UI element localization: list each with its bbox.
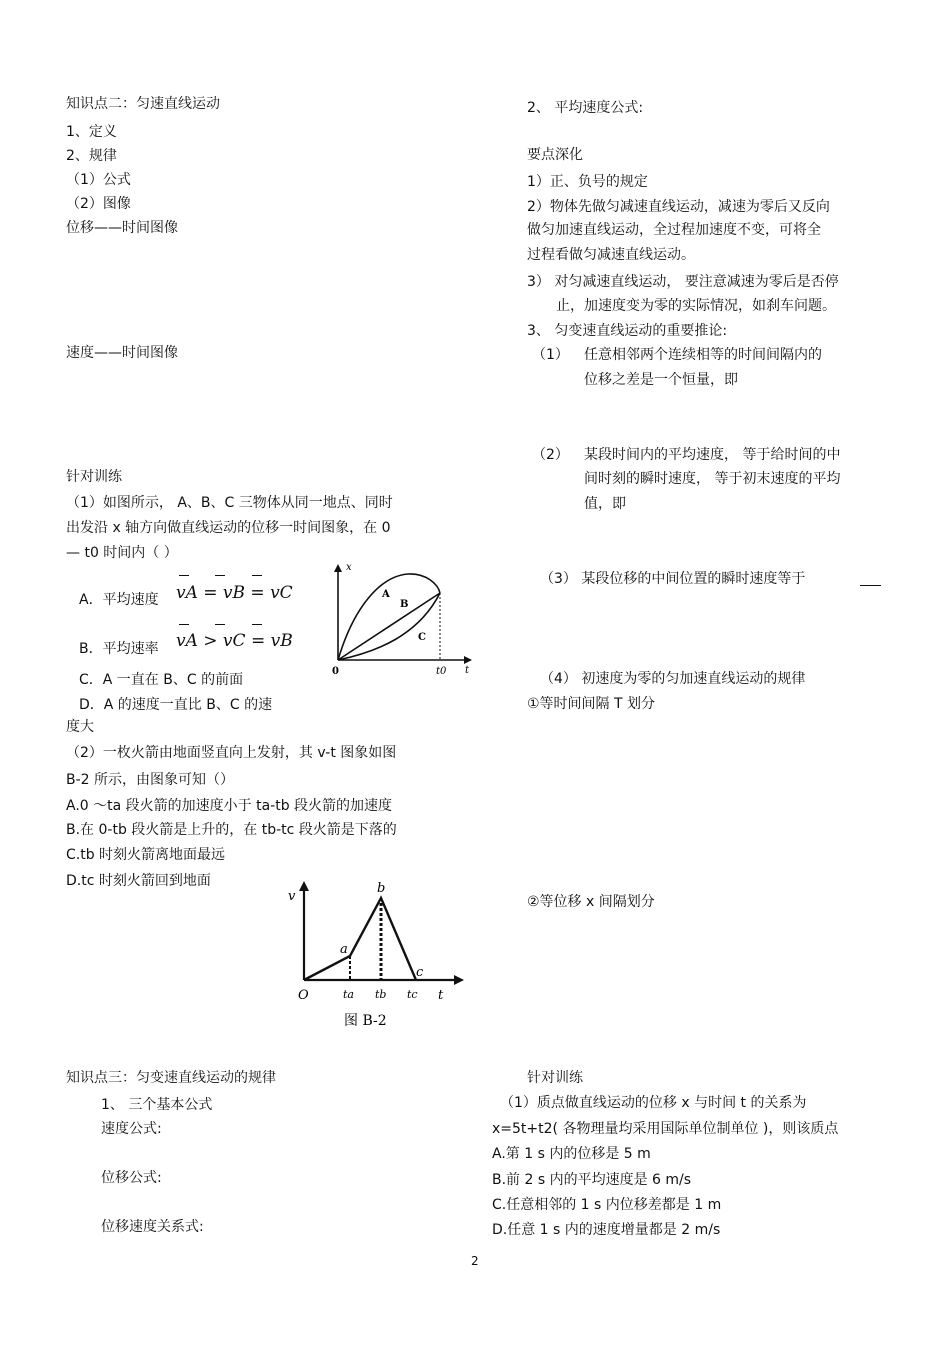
key-points-heading: 要点深化 xyxy=(527,147,583,163)
q2-option-a: A.0 ～ta 段火箭的加速度小于 ta-tb 段火箭的加速度 xyxy=(66,798,393,814)
practice-heading: 针对训练 xyxy=(66,469,122,485)
x-t-graph-figure xyxy=(326,556,476,680)
definition-heading: 1、定义 xyxy=(66,124,117,140)
image-item: （2）图像 xyxy=(66,196,131,212)
fig2-x-axis-label: t xyxy=(438,988,444,1003)
inference-2-number: （2） xyxy=(532,447,569,463)
q2-line2: B-2 所示，由图象可知（） xyxy=(66,772,235,788)
q1-a-equation: vA = vB = vC xyxy=(176,583,293,603)
v-t-graph-figure xyxy=(284,872,466,1032)
inference-2-line2: 间时刻的瞬时速度， 等于初末速度的平均 xyxy=(584,471,841,487)
q2-option-d: D.tc 时刻火箭回到地面 xyxy=(66,873,211,889)
fig1-x-axis-label: t xyxy=(465,665,470,676)
q1-line1: （1）如图所示， A、B、C 三物体从同一地点、同时 xyxy=(66,495,393,511)
fig1-curve-c-label: C xyxy=(418,632,426,643)
fig1-y-axis-label: x xyxy=(346,562,352,573)
key-point-3-line1: 3） 对匀减速直线运动， 要注意减速为零后是否停 xyxy=(527,274,839,290)
inference-2-line3: 值，即 xyxy=(584,496,626,512)
inference-1-number: （1） xyxy=(532,347,569,363)
practice2-question-line2: x=5t+t2( 各物理量均采用国际单位制单位 )，则该质点 xyxy=(492,1121,839,1137)
velocity-displacement-formula-label: 位移速度关系式: xyxy=(101,1219,204,1235)
inference-3: （3） 某段位移的中间位置的瞬时速度等于 xyxy=(540,571,806,587)
q1-b-equation: vA > vC = vB xyxy=(176,631,293,651)
kp3-title: 知识点三：匀变速直线运动的规律 xyxy=(66,1070,276,1086)
practice2-option-d: D.任意 1 s 内的速度增量都是 2 m/s xyxy=(492,1222,721,1238)
three-formulas-heading: 1、 三个基本公式 xyxy=(101,1097,213,1113)
page-number: 2 xyxy=(471,1254,479,1268)
practice2-option-c: C.任意相邻的 1 s 内位移差都是 1 m xyxy=(492,1197,722,1213)
inference-1-line1: 任意相邻两个连续相等的时间间隔内的 xyxy=(584,347,822,363)
formula-item: （1）公式 xyxy=(66,172,131,188)
displacement-formula-label: 位移公式: xyxy=(101,1170,162,1186)
inferences-heading: 3、 匀变速直线运动的重要推论: xyxy=(527,323,728,339)
q1-option-c: C．A 一直在 B、C 的前面 xyxy=(79,672,244,688)
fig1-origin: 0 xyxy=(332,666,339,677)
fig2-tb-label: tb xyxy=(375,988,387,1001)
q1-option-b: B．平均速率 xyxy=(79,641,159,657)
key-point-2-line3: 过程看做匀减速直线运动。 xyxy=(527,247,695,263)
practice2-option-a: A.第 1 s 内的位移是 5 m xyxy=(492,1146,651,1162)
fig2-tc-label: tc xyxy=(407,988,418,1001)
q2-option-c: C.tb 时刻火箭离地面最远 xyxy=(66,847,226,863)
q1-option-d-line2: 度大 xyxy=(66,719,94,735)
equal-time-division: ①等时间间隔 T 划分 xyxy=(527,696,656,712)
key-point-1: 1）正、负号的规定 xyxy=(527,174,648,190)
q2-line1: （2）一枚火箭由地面竖直向上发射，其 v-t 图象如图 xyxy=(66,745,397,761)
inference-1-line2: 位移之差是一个恒量，即 xyxy=(584,372,738,388)
key-point-2-line1: 2）物体先做匀减速直线运动，减速为零后又反向 xyxy=(527,199,830,215)
velocity-formula-label: 速度公式: xyxy=(101,1121,162,1137)
law-heading: 2、规律 xyxy=(66,148,117,164)
practice2-question-line1: （1）质点做直线运动的位移 x 与时间 t 的关系为 xyxy=(500,1095,807,1111)
fig1-curve-a-label: A xyxy=(382,589,390,600)
inference-4: （4） 初速度为零的匀加速直线运动的规律 xyxy=(540,671,806,687)
inference-2-line1: 某段时间内的平均速度， 等于给时间的中 xyxy=(584,447,841,463)
key-point-2-line2: 做匀加速直线运动，全过程加速度不变，可将全 xyxy=(527,222,821,238)
fig2-origin: O xyxy=(298,988,309,1003)
key-point-3-line2: 止，加速度变为零的实际情况，如刹车问题。 xyxy=(556,298,836,314)
fig1-curve-b-label: B xyxy=(400,599,409,610)
q1-option-a: A．平均速度 xyxy=(79,592,159,608)
v-t-graph-label: 速度——时间图像 xyxy=(66,345,178,361)
fig2-point-b: b xyxy=(377,881,386,896)
fig2-point-a: a xyxy=(340,942,348,957)
blank-line xyxy=(860,585,881,586)
equal-displacement-division: ②等位移 x 间隔划分 xyxy=(527,894,655,910)
q1-line2: 出发沿 x 轴方向做直线运动的位移一时间图象，在 0 xyxy=(66,520,391,536)
fig2-y-axis-label: v xyxy=(288,889,296,904)
practice2-heading: 针对训练 xyxy=(527,1070,583,1086)
avg-velocity-formula: 2、 平均速度公式: xyxy=(527,100,644,116)
x-t-graph-label: 位移——时间图像 xyxy=(66,220,178,236)
practice2-option-b: B.前 2 s 内的平均速度是 6 m/s xyxy=(492,1172,692,1188)
q1-option-d-line1: D．A 的速度一直比 B、C 的速 xyxy=(79,697,273,713)
fig1-t0-label: t0 xyxy=(436,666,447,677)
q2-option-b: B.在 0-tb 段火箭是上升的，在 tb-tc 段火箭是下落的 xyxy=(66,822,397,838)
q1-line3: — t0 时间内（ ） xyxy=(66,545,178,561)
fig2-ta-label: ta xyxy=(343,988,354,1001)
kp2-title: 知识点二：匀速直线运动 xyxy=(66,96,220,112)
fig2-point-c: c xyxy=(416,965,424,980)
fig2-caption: 图 B-2 xyxy=(344,1013,387,1029)
